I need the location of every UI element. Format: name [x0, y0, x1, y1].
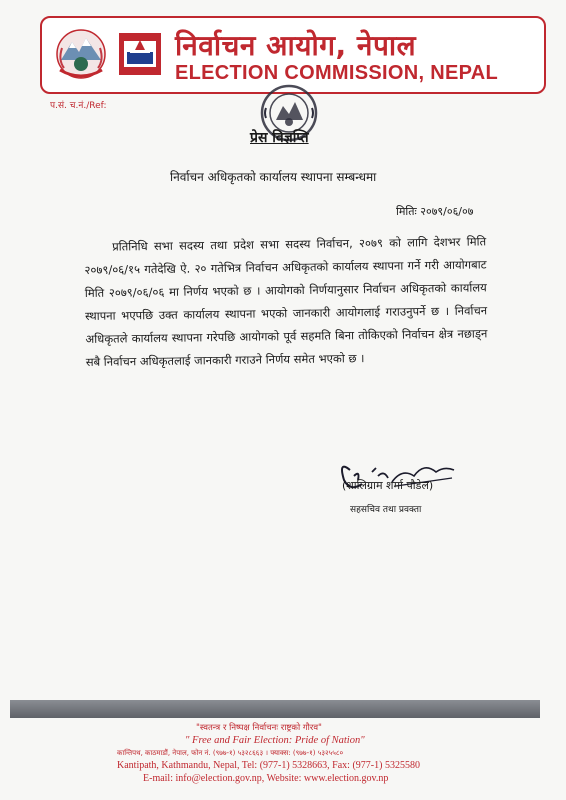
election-commission-logo-icon [118, 32, 162, 76]
reference-label: प.सं. च.नं./Ref: [50, 101, 107, 111]
subject-line: निर्वाचन अधिकृतको कार्यालय स्थापना सम्बन्धमा [170, 170, 377, 184]
motto-english: " Free and Fair Election: Pride of Nation" [185, 735, 365, 746]
press-release-title: प्रेस विज्ञप्ति [250, 130, 309, 146]
address-nepali: कान्तिपथ, काठमाडौं, नेपाल, फोन नं. (९७७-१) ५३२८६६३ । फ्याक्स: (९७७-१) ५३२५५८० [117, 749, 344, 757]
signer-name: (शालिग्राम शर्मा पौडेल) [342, 479, 434, 492]
commission-title-english: ELECTION COMMISSION, NEPAL [175, 62, 498, 84]
contact-line: E-mail: info@election.gov.np, Website: www.election.gov.np [143, 773, 389, 784]
motto-nepali: "स्वतन्त्र र निष्पक्ष निर्वाचनः राष्ट्रको गौरव" [196, 723, 322, 733]
document-date: मितिः २०७९/०६/०७ [396, 205, 474, 218]
address-english: Kantipath, Kathmandu, Nepal, Tel: (977-1) 5328663, Fax: (977-1) 5325580 [117, 760, 420, 771]
signer-designation: सहसचिव तथा प्रवक्ता [350, 505, 422, 515]
nepal-emblem-icon [52, 24, 110, 82]
commission-title-nepali: निर्वाचन आयोग, नेपाल [175, 29, 417, 62]
body-paragraph: प्रतिनिधि सभा सदस्य तथा प्रदेश सभा सदस्य निर्वाचन, २०७९ को लागि देशभर मिति २०७९/०६/१५ गतेदेखि ऐ. २० गतेभित्र निर्वाचन अधिकृतको कार्यालय स्थापना गर्ने गरी आयोगबाट मिति २०७९/०६/०६ मा निर्णय भएको छ । आयोगको निर्णयानुसार निर्वाचन अधिकृतको कार्यालय स्थापना भएपछि उक्त कार्यालय स्थापना भएको जानकारी आयोगलाई गराउनुपर्ने छ । निर्वाचन अधिकृतले कार्यालय स्थापना गरेपछि आयोगको पूर्व सहमति बिना तोकिएको निर्वाचन क्षेत्र नछाड्न सबै निर्वाचन अधिकृतलाई जानकारी गराउने निर्णय समेत भएको छ । [84, 234, 488, 369]
footer-divider-bar [10, 700, 540, 718]
